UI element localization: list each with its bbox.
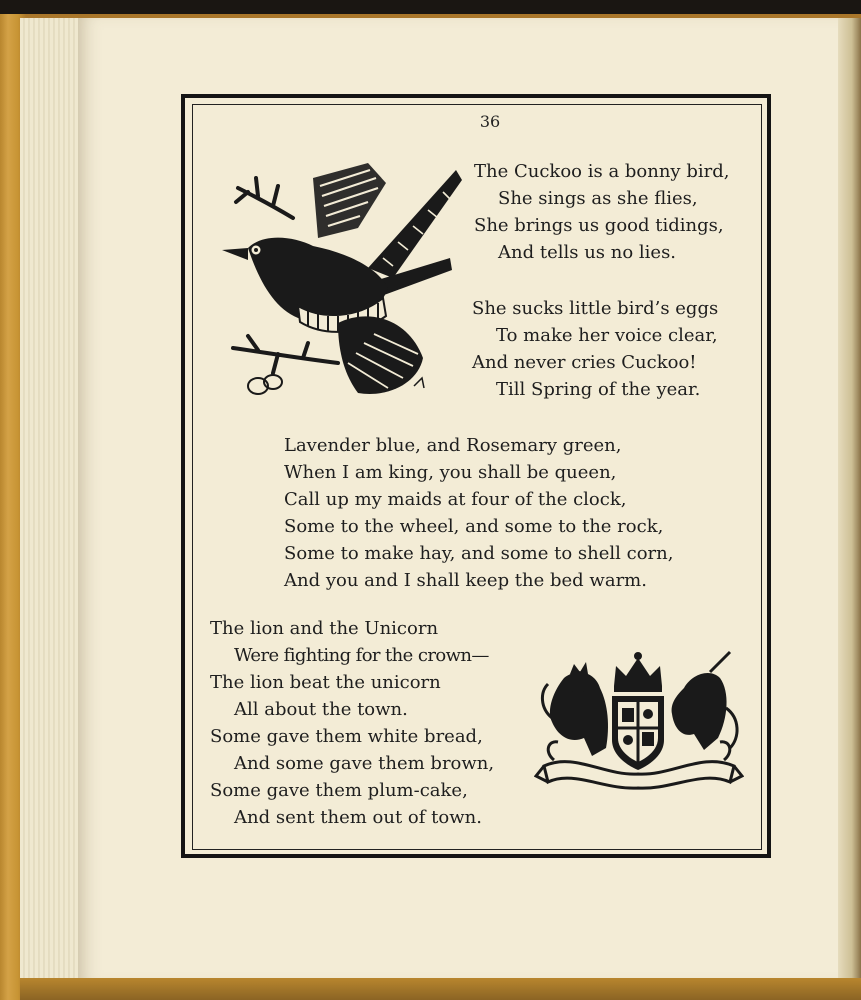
book-bottom-edge [20,978,861,1000]
verse-line: And you and I shall keep the bed warm. [284,570,647,591]
poem-cuckoo-stanza-2 [472,295,718,403]
verse-line: When I am king, you shall be queen, [284,462,617,483]
verse-line: The lion beat the unicorn [210,672,441,693]
page-number: 36 [479,112,501,131]
coat-of-arms-illustration [534,648,744,793]
poem-lavender-blue [284,432,673,594]
verse-line: Some to the wheel, and some to the rock, [284,516,664,537]
verse-line: Till Spring of the year. [496,379,701,400]
verse-line: The lion and the Unicorn [210,618,439,639]
verse-line: To make her voice clear, [496,325,718,346]
verse-line: She sings as she flies, [498,188,698,209]
verse-line: Were fighting for the crown— [234,645,489,666]
verse-line: And tells us no lies. [498,242,677,263]
verse-line: And sent them out of town. [234,807,482,828]
verse-line: And never cries Cuckoo! [472,352,697,373]
poem-cuckoo-stanza-1 [474,158,729,266]
verse-line: She brings us good tidings, [474,215,724,236]
verse-line: Some gave them white bread, [210,726,483,747]
page-right-edge [838,18,861,982]
verse-line: She sucks little bird’s eggs [472,298,719,319]
verse-line: Lavender blue, and Rosemary green, [284,435,622,456]
verse-line: Some gave them plum-cake, [210,780,468,801]
verse-line: All about the town. [234,699,408,720]
cuckoo-illustration [218,158,468,408]
verse-line: Some to make hay, and some to shell corn, [284,543,674,564]
verse-line: And some gave them brown, [234,753,495,774]
poem-lion-and-unicorn [210,615,494,831]
verse-line: Call up my maids at four of the clock, [284,489,627,510]
verse-line: The Cuckoo is a bonny bird, [474,161,730,182]
